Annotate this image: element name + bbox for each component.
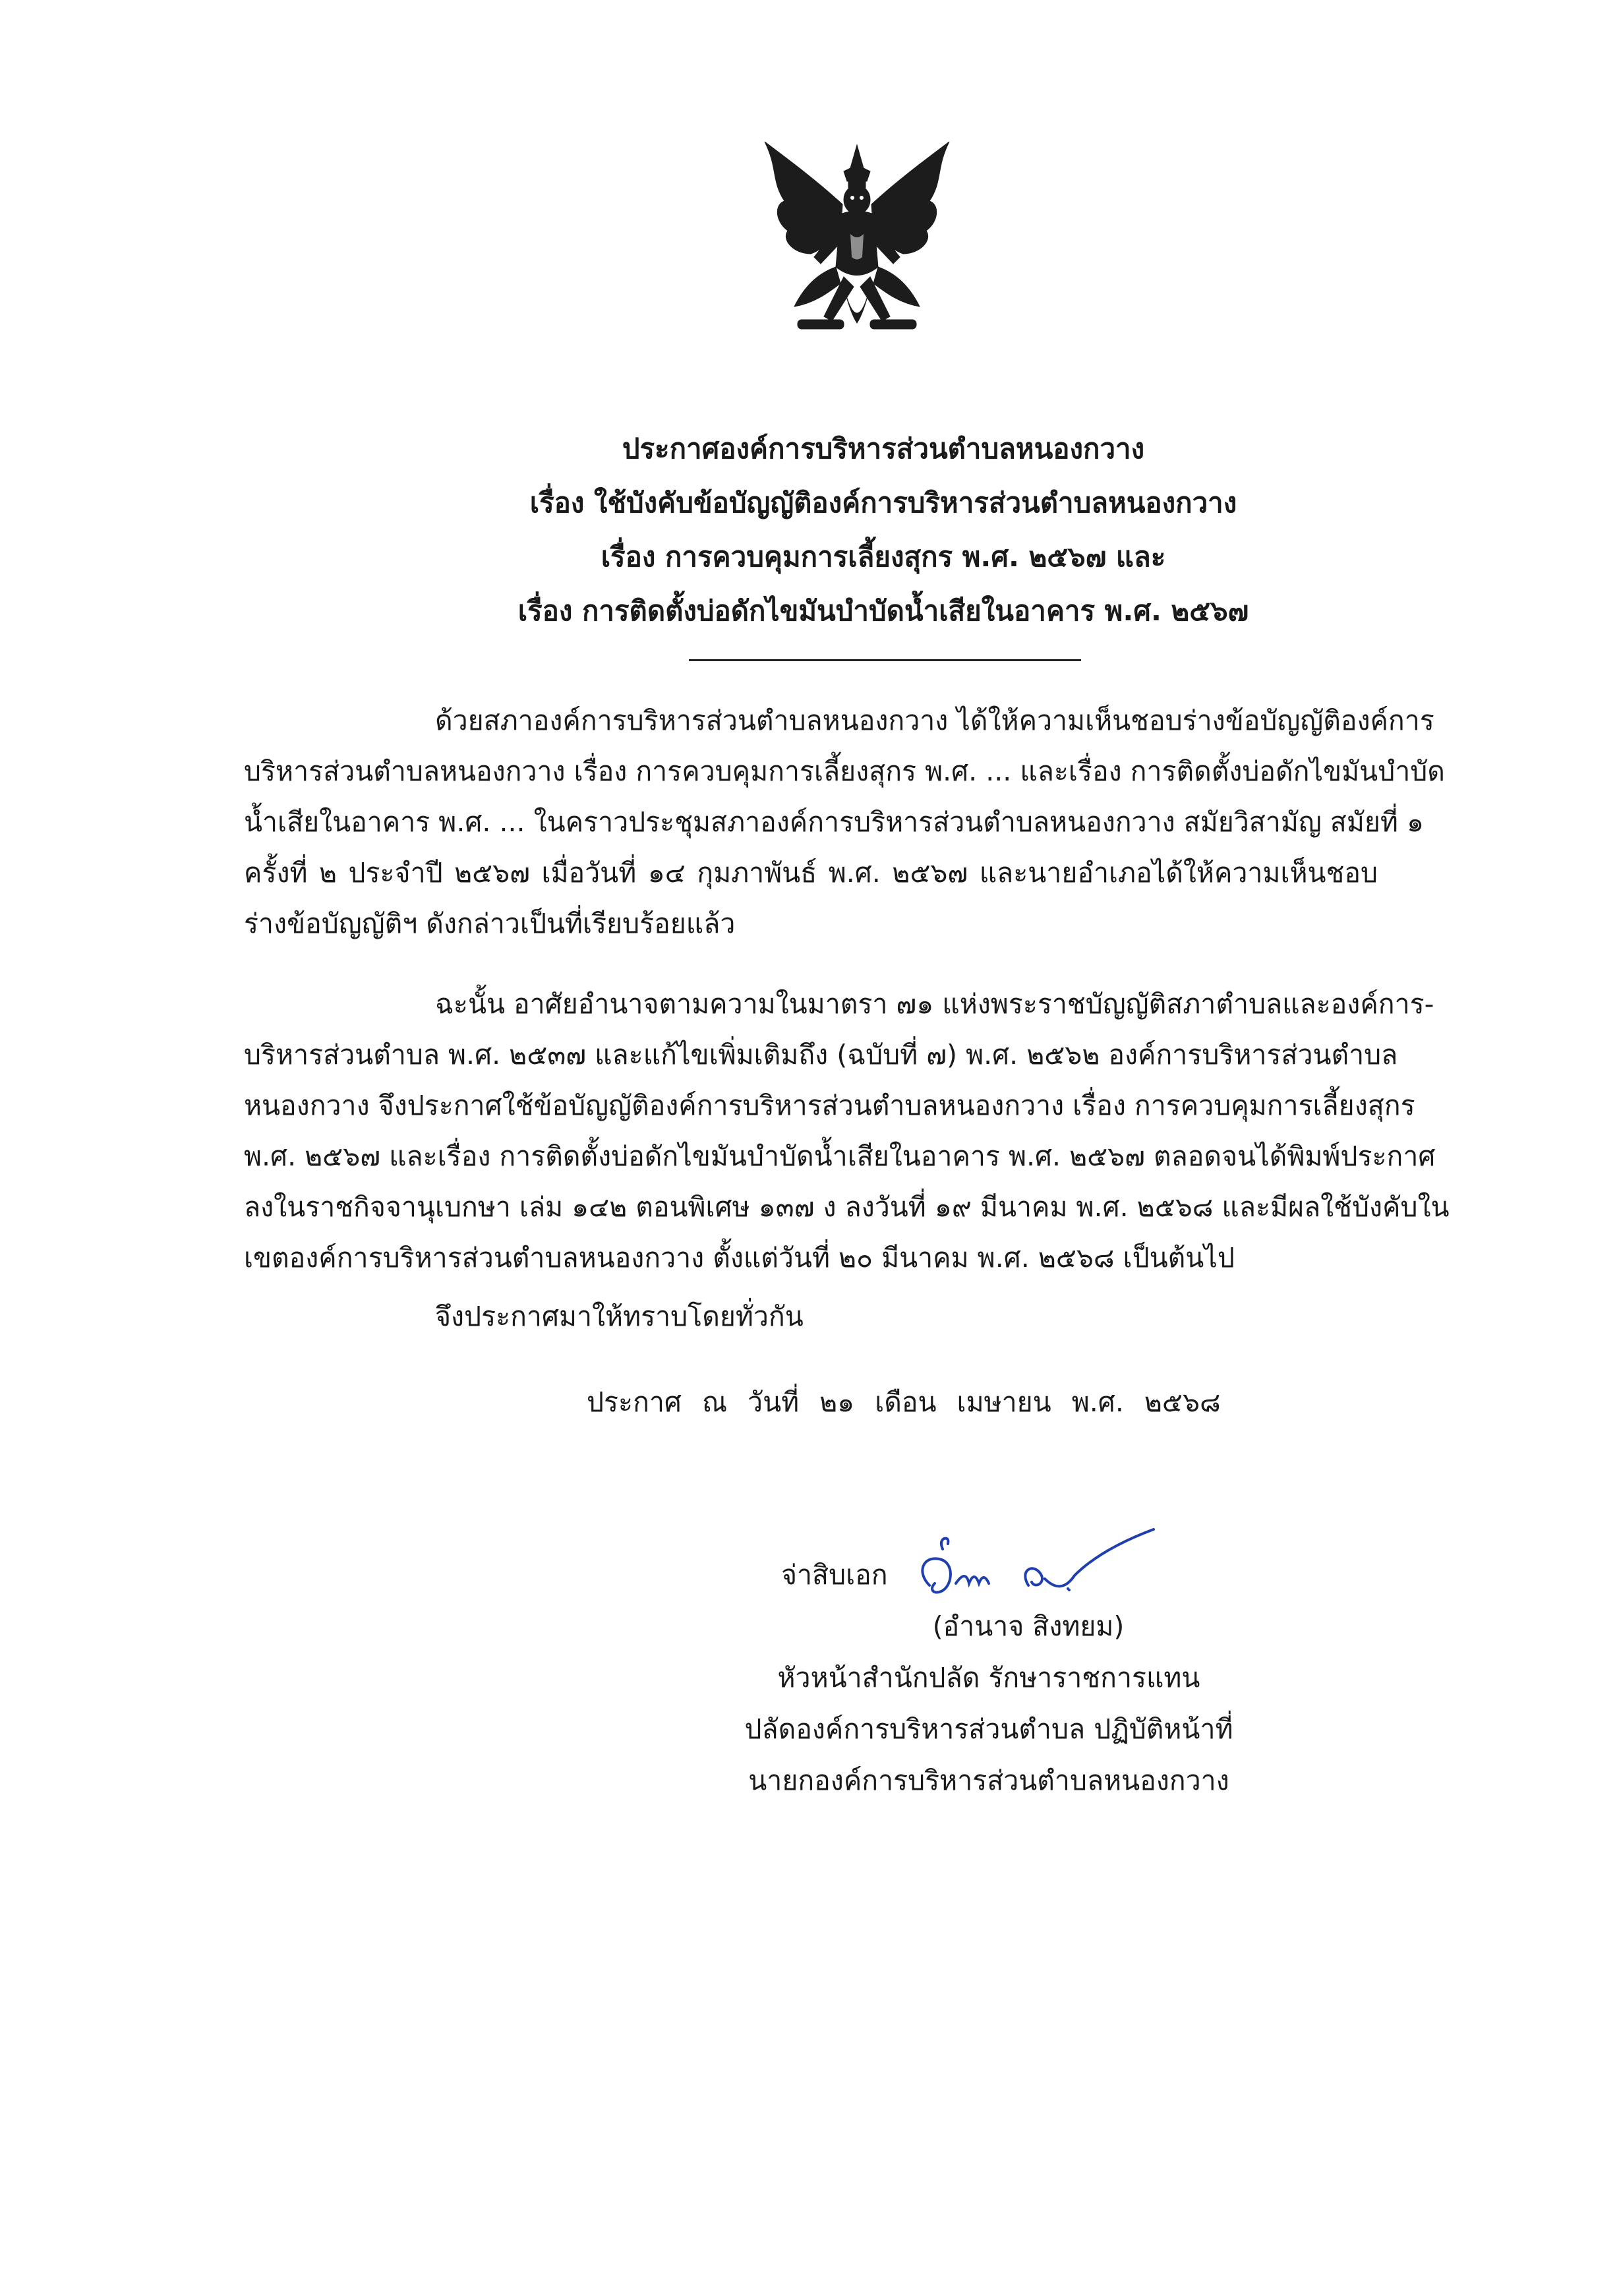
heading-divider bbox=[689, 659, 1081, 661]
paragraph-line: น้ำเสียในอาคาร พ.ศ. ... ในคราวประชุมสภาองค์การบริหารส่วนตำบลหนองกวาง สมัยวิสามัญ สมัยที่ ๑ bbox=[244, 806, 1424, 838]
signer-position: หัวหน้าสำนักปลัด รักษาราชการแทน bbox=[777, 1662, 1200, 1693]
paragraph-line: ด้วยสภาองค์การบริหารส่วนตำบลหนองกวาง ได้ให้ความเห็นชอบร่างข้อบัญญัติองค์การ bbox=[435, 705, 1434, 736]
paragraph-line: ครั้งที่ ๒ ประจำปี ๒๕๖๗ เมื่อวันที่ ๑๔ กุมภาพันธ์ พ.ศ. ๒๕๖๗ และนายอำเภอได้ให้ความเห็นชอบ bbox=[244, 857, 1378, 889]
paragraph-line: พ.ศ. ๒๕๖๗ และเรื่อง การติดตั้งบ่อดักไขมันบำบัดน้ำเสียในอาคาร พ.ศ. ๒๕๖๗ ตลอดจนได้พิมพ์ประกาศ bbox=[244, 1140, 1436, 1172]
announcement-date: ประกาศ ณ วันที่ ๒๑ เดือน เมษายน พ.ศ. ๒๕๖๘ bbox=[587, 1386, 1221, 1418]
paragraph-line: ลงในราชกิจจานุเบกษา เล่ม ๑๔๒ ตอนพิเศษ ๑๓๗ ง ลงวันที่ ๑๙ มีนาคม พ.ศ. ๒๕๖๘ และมีผลใช้บังคับใน bbox=[244, 1191, 1450, 1223]
paragraph-line: บริหารส่วนตำบลหนองกวาง เรื่อง การควบคุมการเลี้ยงสุกร พ.ศ. ... และเรื่อง การติดตั้งบ่อดักไขมันบำบัด bbox=[244, 755, 1445, 787]
paragraph-line: หนองกวาง จึงประกาศใช้ข้อบัญญัติองค์การบริหารส่วนตำบลหนองกวาง เรื่อง การควบคุมการเลี้ยงสุกร bbox=[244, 1090, 1415, 1121]
signer-position: ปลัดองค์การบริหารส่วนตำบล ปฏิบัติหน้าที่ bbox=[744, 1713, 1233, 1745]
heading-title: ประกาศองค์การบริหารส่วนตำบลหนองกวาง bbox=[622, 432, 1145, 465]
garuda-emblem-icon bbox=[758, 142, 956, 359]
closing-statement: จึงประกาศมาให้ทราบโดยทั่วกัน bbox=[435, 1301, 804, 1332]
paragraph-consent bbox=[244, 695, 1445, 949]
paragraph-line: บริหารส่วนตำบล พ.ศ. ๒๕๓๗ และแก้ไขเพิ่มเติมถึง (ฉบับที่ ๗) พ.ศ. ๒๕๖๒ องค์การบริหารส่วนตำบล bbox=[244, 1039, 1398, 1071]
signer-rank: จ่าสิบเอก bbox=[781, 1559, 888, 1591]
heading-subject-2: เรื่อง การควบคุมการเลี้ยงสุกร พ.ศ. ๒๕๖๗ และ bbox=[601, 541, 1166, 573]
paragraph-line: ฉะนั้น อาศัยอำนาจตามความในมาตรา ๗๑ แห่งพระราชบัญญัติสภาตำบลและองค์การ- bbox=[435, 988, 1434, 1020]
paragraph-enactment bbox=[244, 979, 1450, 1283]
paragraph-line: เขตองค์การบริหารส่วนตำบลหนองกวาง ตั้งแต่วันที่ ๒๐ มีนาคม พ.ศ. ๒๕๖๘ เป็นต้นไป bbox=[244, 1242, 1235, 1274]
heading-subject-3: เรื่อง การติดตั้งบ่อดักไขมันบำบัดน้ำเสียในอาคาร พ.ศ. ๒๕๖๗ bbox=[517, 595, 1249, 627]
announcement-heading bbox=[316, 422, 1450, 638]
signer-position: นายกองค์การบริหารส่วนตำบลหนองกวาง bbox=[748, 1765, 1229, 1796]
signer-name: (อำนาจ สิงทยม) bbox=[932, 1610, 1125, 1642]
paragraph-line: ร่างข้อบัญญัติฯ ดังกล่าวเป็นที่เรียบร้อยแล้ว bbox=[244, 908, 736, 939]
heading-subject-1: เรื่อง ใช้บังคับข้อบัญญัติองค์การบริหารส่วนตำบลหนองกวาง bbox=[529, 486, 1237, 519]
